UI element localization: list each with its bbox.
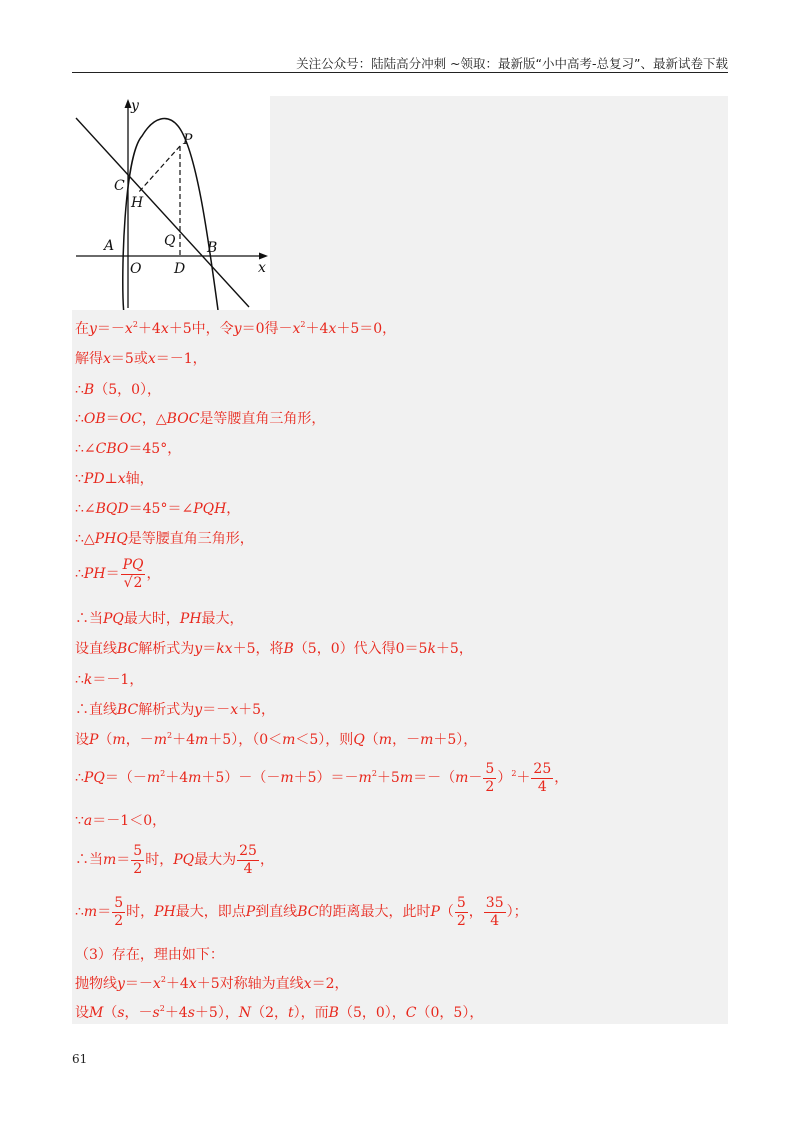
solution-line-13: ∴直线BC解析式为y＝－x＋5， (75, 702, 276, 718)
solution-line-17: ∴当m＝ $\frac{5}{2}$ 时，PQ最大为 $\frac{25}{4}$ ， (75, 843, 274, 877)
label-d: D (174, 261, 186, 277)
fraction-35-over-4: $\frac{35}{4}$ (485, 895, 504, 929)
solution-line-18: ∴m＝ $\frac{5}{2}$ 时，PH最大，即点P到直线BC的距离最大，此时P（ $\frac{5}{2}$ ， $\frac{35}{4}$ ）； (75, 895, 528, 929)
label-a: A (104, 238, 115, 254)
solution-line-12: ∴k＝－1， (75, 672, 144, 688)
fraction-5-over-2: $\frac{5}{2}$ (114, 895, 124, 929)
solution-line-10: ∴当PQ最大时，PH最大， (75, 611, 244, 627)
label-p: P (183, 132, 193, 148)
label-y: y (131, 98, 139, 114)
label-o: O (130, 261, 142, 277)
solution-line-20: 抛物线$y=-x^2+4x+5$对称轴为直线x＝2， (75, 975, 349, 992)
solution-line-4: ∴OB＝OC，△BOC是等腰直角三角形， (75, 411, 326, 427)
solution-line-1: 在$y=-x^2+4x+5$中，令y＝0得$-x^2+4x+5=0$， (75, 320, 397, 337)
parabola-figure (72, 96, 270, 310)
solution-line-3: ∴B（5，0）， (75, 382, 162, 398)
line-bc (76, 118, 249, 307)
parabola-diagram (72, 96, 270, 310)
solution-line-5: ∴∠CBO＝45°， (75, 441, 182, 457)
label-b: B (207, 240, 218, 256)
header-rule (72, 72, 728, 73)
fraction-5-over-2: $\frac{5}{2}$ (133, 843, 143, 877)
solution-line-15: $\therefore PQ=(-m^2+4m+5)-(-m+5)=-m^2+5m=-(m-$ $\frac{5}{2}$ ）$^2$＋ $\frac{25}{4}$ ， (75, 761, 569, 795)
solution-line-21: 设M（s，$-s^2+4s+5$），N（2，t），而B（5，0），C（0，5）， (75, 1004, 484, 1021)
solution-line-16: ∵a＝－1＜0， (75, 813, 167, 829)
page-header: 关注公众号：陆陆高分冲刺 ~领取：最新版“小中高考-总复习”、最新试卷下载 (296, 56, 728, 71)
label-h: H (131, 195, 144, 211)
solution-line-2: 解得x＝5或x＝－1， (75, 351, 207, 367)
solution-line-8: ∴△PHQ是等腰直角三角形， (75, 531, 254, 547)
label-x: x (258, 260, 266, 276)
x-axis-arrow (259, 253, 268, 260)
solution-line-7: ∴∠BQD＝45°＝∠PQH， (75, 501, 241, 517)
solution-line-9: ∴PH＝ $\frac{PQ}{√2}$ ， (75, 557, 161, 591)
fraction-5-over-2: $\frac{5}{2}$ (456, 895, 466, 929)
segment-ph (138, 146, 180, 193)
fraction-25-over-4: $\frac{25}{4}$ (533, 761, 552, 795)
label-c: C (114, 178, 125, 194)
page-number: 61 (72, 1052, 88, 1066)
fraction-pq-over-root2: $\frac{PQ}{√2}$ (122, 557, 144, 591)
solution-line-6: ∵PD⊥x轴， (75, 471, 154, 487)
fraction-5-over-2: $\frac{5}{2}$ (485, 761, 495, 795)
fraction-25-over-4: $\frac{25}{4}$ (239, 843, 257, 877)
label-q: Q (164, 233, 176, 249)
solution-line-19: （3）存在，理由如下： (75, 947, 224, 963)
solution-line-11: 设直线BC解析式为y＝kx＋5，将B（5，0）代入得0＝5k＋5， (75, 641, 473, 657)
solution-line-14: 设P（m，$-m^2+4m+5$），（0＜m＜5），则Q（m，－m＋5）， (75, 731, 478, 748)
parabola-curve (123, 119, 218, 310)
